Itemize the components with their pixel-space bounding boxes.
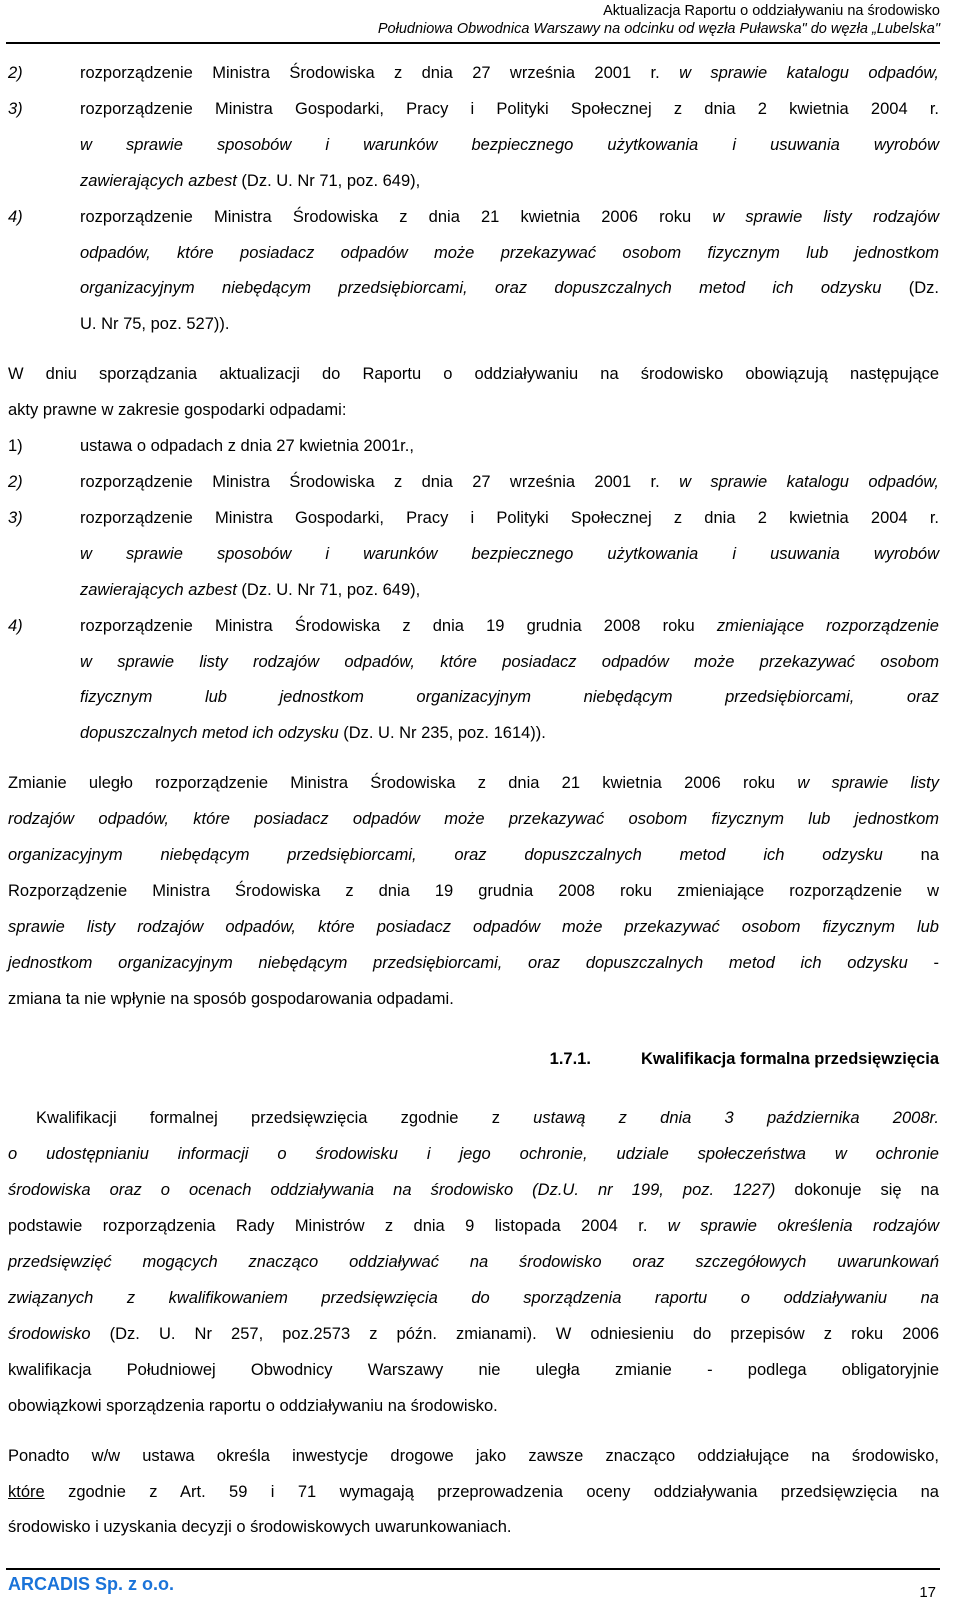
list-number: 2) — [8, 472, 23, 491]
paragraph-intro: W dniu sporządzania aktualizacji do Raportu o oddziaływaniu na środowisko obowiązują następujące akty prawne w zakresie gospodarki odpadami: — [8, 365, 939, 420]
list-number: 1) — [8, 437, 23, 456]
list-number: 3) — [8, 508, 23, 527]
section-heading — [8, 1042, 939, 1078]
list-number: 3) — [8, 99, 23, 118]
page-number: 17 — [919, 1584, 936, 1601]
paragraph-impact: Ponadto w/w ustawa określa inwestycje drogowe jako zawsze znacząco oddziałujące na środowisko, które zgodnie z Art. 59 i 71 wymagają przeprowadzenia oceny oddziaływania przedsięwzięcia na środowisko i uzyskania decyzji o środowiskowych uwarunkowaniach. — [8, 1446, 939, 1537]
list2-item-4: 4) rozporządzenie Ministra Środowiska z dnia 19 grudnia 2008 roku zmieniające rozporządzenie w sprawie listy rodzajów odpadów, które posiadacz odpadów może przekazywać osobom fizycznym lub jednostkom organizacyjnym niebędącym przedsiębiorcami, oraz dopuszczalnych metod ich odzysku (Dz. U. Nr 235, poz. 1614)). — [8, 609, 939, 753]
list2-item-1: 1) ustawa o odpadach z dnia 27 kwietnia 2001r., — [8, 429, 939, 465]
header-line-1: Aktualizacja Raportu o oddziaływaniu na środowisko — [603, 3, 940, 19]
list1-item-4: 4) rozporządzenie Ministra Środowiska z dnia 21 kwietnia 2006 roku w sprawie listy rodzajów odpadów, które posiadacz odpadów może przekazywać osobom fizycznym lub jednostkom organizacyjnym niebędącym przedsiębiorcami, oraz dopuszczalnych metod ich odzysku (Dz. U. Nr 75, poz. 527)). — [8, 200, 939, 344]
list1-item-2: 2) rozporządzenie Ministra Środowiska z dnia 27 września 2001 r. w sprawie katalogu odpadów, — [8, 56, 939, 92]
section-title: Kwalifikacja formalna przedsięwzięcia — [640, 1049, 939, 1068]
main-content — [8, 56, 939, 1546]
header-rule — [6, 42, 940, 44]
list-number: 4) — [8, 616, 23, 635]
footer-company: ARCADIS Sp. z o.o. — [8, 1574, 174, 1594]
header-line-2: Południowa Obwodnica Warszawy na odcinku od węzła Puławska" do węzła „Lubelska" — [377, 21, 940, 37]
paragraph-qualification: Kwalifikacji formalnej przedsięwzięcia zgodnie z ustawą z dnia 3 października 2008r. o udostępnianiu informacji o środowisku i jego ochronie, udziale społeczeństwa w ochronie środowiska oraz o ocenach oddziaływania na środowisko (Dz.U. nr 199, poz. 1227) dokonuje się na podstawie rozporządzenia Rady Ministrów z dnia 9 listopada 2004 r. w sprawie określenia rodzajów przedsięwzięć mogących znacząco oddziaływać na środowisko oraz szczegółowych uwarunkowań związanych z kwalifikowaniem przedsięwzięcia do sporządzenia raportu o oddziaływaniu na środowisko (Dz. U. Nr 257, poz.2573 z późn. zmianami). W odniesieniu do przepisów z roku 2006 kwalifikacja Południowej Obwodnicy Warszawy nie uległa zmianie - podlega obligatoryjnie obowiązkowi sporządzenia raportu o oddziaływaniu na środowisko. — [8, 1109, 939, 1415]
list2-item-3: 3) rozporządzenie Ministra Gospodarki, Pracy i Polityki Społecznej z dnia 2 kwietnia 2004 r. w sprawie sposobów i warunków bezpiecznego użytkowania i usuwania wyrobów zawierających azbest (Dz. U. Nr 71, poz. 649), — [8, 501, 939, 609]
list-number: 4) — [8, 207, 23, 226]
list1-item-3: 3) rozporządzenie Ministra Gospodarki, Pracy i Polityki Społecznej z dnia 2 kwietnia 2004 r. w sprawie sposobów i warunków bezpiecznego użytkowania i usuwania wyrobów zawierających azbest (Dz. U. Nr 71, poz. 649), — [8, 92, 939, 200]
section-number: 1.7.1. — [549, 1049, 591, 1068]
list-number: 2) — [8, 64, 23, 82]
footer-rule — [6, 1568, 940, 1570]
paragraph-change: Zmianie uległo rozporządzenie Ministra Środowiska z dnia 21 kwietnia 2006 roku w sprawie listy rodzajów odpadów, które posiadacz odpadów może przekazywać osobom fizycznym lub jednostkom organizacyjnym niebędącym przedsiębiorcami, oraz dopuszczalnych metod ich odzysku na Rozporządzenie Ministra Środowiska z dnia 19 grudnia 2008 roku zmieniające rozporządzenie w sprawie listy rodzajów odpadów, które posiadacz odpadów może przekazywać osobom fizycznym lub jednostkom organizacyjnym niebędącym przedsiębiorcami, oraz dopuszczalnych metod ich odzysku - zmiana ta nie wpłynie na sposób gospodarowania odpadami. — [8, 774, 939, 1008]
list2-item-2: 2) rozporządzenie Ministra Środowiska z dnia 27 września 2001 r. w sprawie katalogu odpadów, — [8, 465, 939, 501]
running-header — [378, 2, 940, 38]
